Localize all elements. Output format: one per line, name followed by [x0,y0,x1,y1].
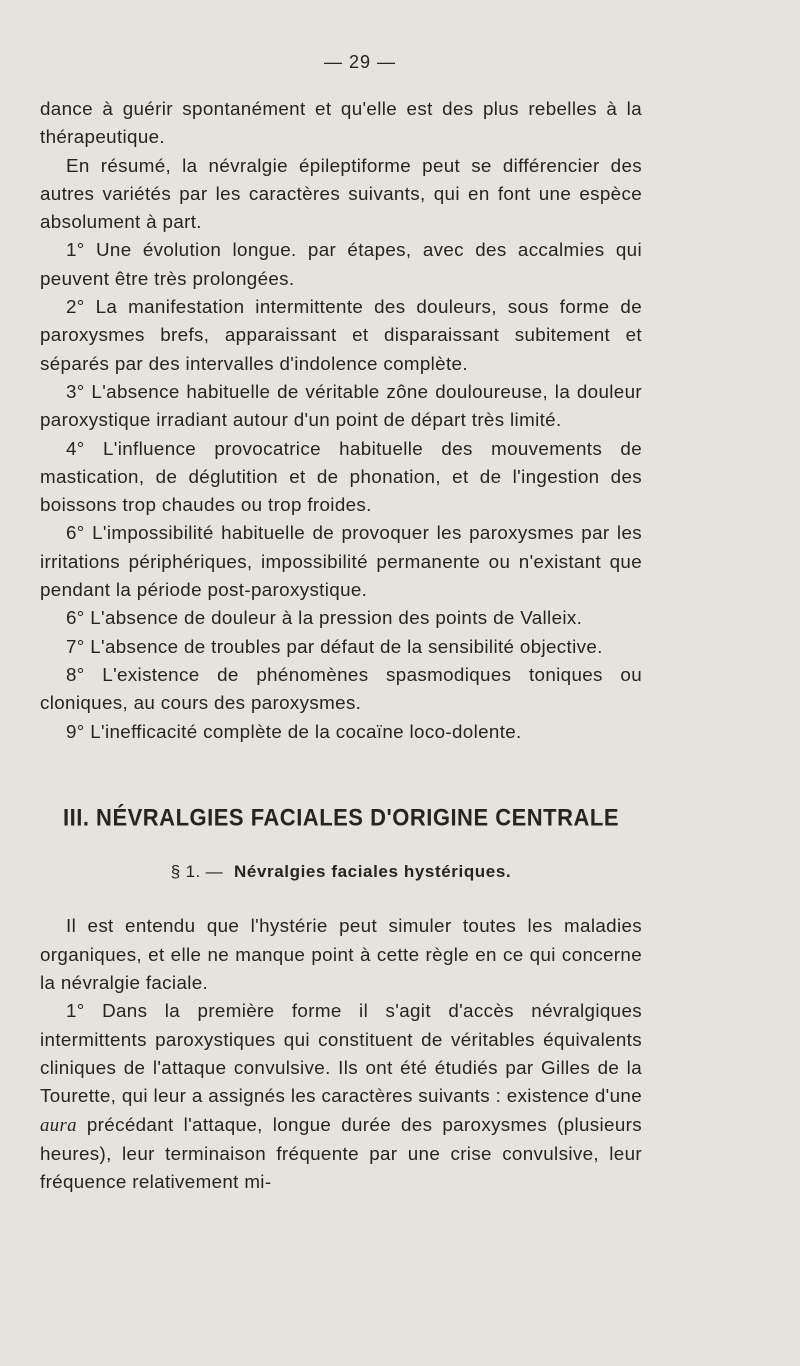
list-item: 9° L'inefficacité complète de la cocaïne loco-dolente. [66,720,522,742]
paragraph-text: précédant l'attaque, longue durée des paroxysmes (plusieurs heures), leur terminaison fréquente par une crise convulsive, leur fréquence relativement mi- [40,1113,642,1193]
italic-term: aura [40,1114,77,1136]
list-item: 6° L'absence de douleur à la pression des points de Valleix. [66,607,583,629]
section-heading: III. NÉVRALGIES FACIALES D'ORIGINE CENTRALE [63,803,619,832]
list-item: 8° L'existence de phénomènes spasmodiques toniques ou cloniques, au cours des paroxysmes. [40,663,642,714]
subsection-number: § 1. — [170,862,223,882]
list-item: 4° L'influence provocatrice habituelle des mouvements de mastication, de déglutition et de phonation, et de l'ingestion des boissons trop chaudes ou trop froides. [40,437,642,516]
paragraph [40,997,642,1196]
page-body [40,95,642,1196]
paragraph: En résumé, la névralgie épileptiforme peut se différencier des autres variétés par les caractères suivants, qui en font une espèce absolument à part. [40,154,642,233]
list-item: 2° La manifestation intermittente des douleurs, sous forme de paroxysmes brefs, apparaissant et disparaissant subitement et séparés par des intervalles d'indolence complète. [40,296,642,374]
paragraph-text: 1° Dans la première forme il s'agit d'accès névralgiques intermittents paroxystiques qui constituent de véritables équivalents cliniques de l'attaque convulsive. Ils ont été étudiés par Gilles de la Tourette, qui leur a assignés les caractères suivants : existence d'une [40,1000,642,1107]
subsection-title: Névralgies faciales hystériques. [234,862,512,882]
paragraph: dance à guérir spontanément et qu'elle est des plus rebelles à la thérapeutique. [40,98,642,148]
list-item: 7° L'absence de troubles par défaut de la sensibilité objective. [66,635,603,657]
subsection-heading [40,858,642,886]
page-number: — 29 — [323,52,397,72]
list-item: 1° Une évolution longue. par étapes, avec des accalmies qui peuvent être très prolongées. [40,239,642,289]
list-item: 3° L'absence habituelle de véritable zône douloureuse, la douleur paroxystique irradiant autour d'un point de départ très limité. [40,380,642,431]
paragraph: Il est entendu que l'hystérie peut simuler toutes les maladies organiques, et elle ne manque point à cette règle en ce qui concerne la névralgie faciale. [40,915,642,994]
list-item: 6° L'impossibilité habituelle de provoquer les paroxysmes par les irritations périphériques, impossibilité permanente ou n'existant que pendant la période post-paroxystique. [40,522,642,601]
